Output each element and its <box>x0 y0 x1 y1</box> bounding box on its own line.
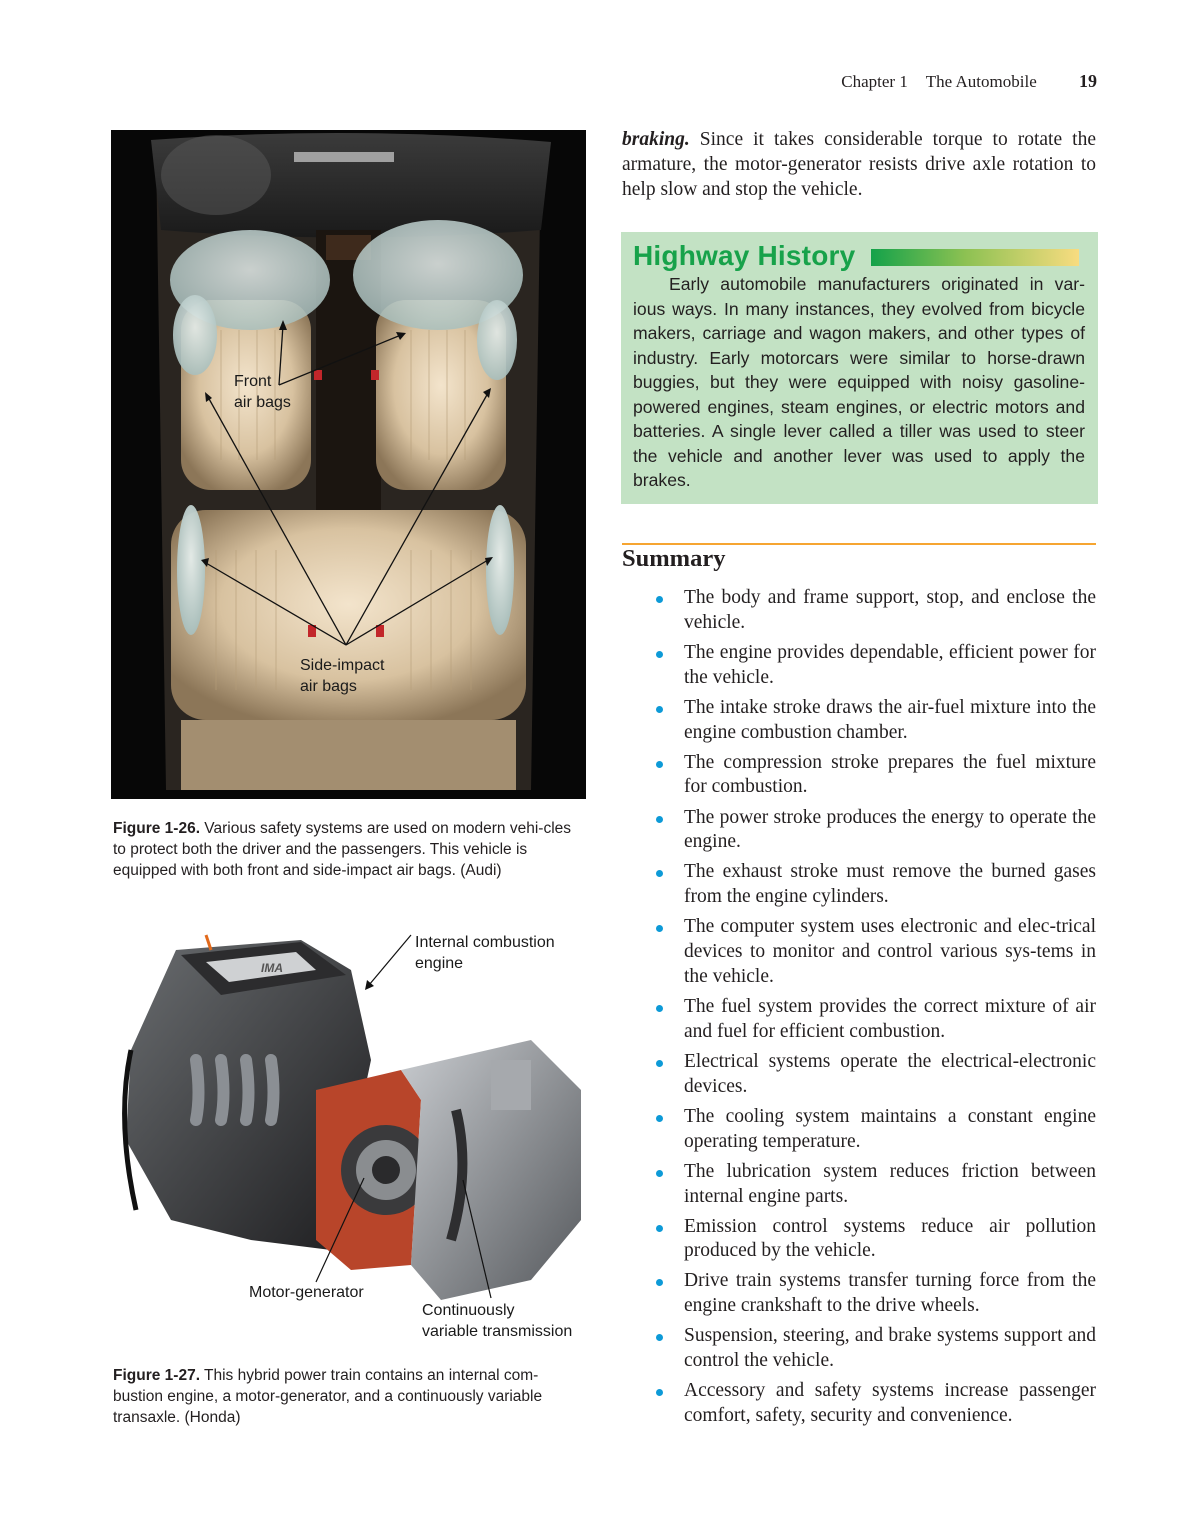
summary-item <box>644 641 1096 691</box>
intro-paragraph <box>622 127 1096 202</box>
summary-item <box>644 860 1096 910</box>
bullet-icon <box>656 761 663 768</box>
summary-item <box>644 1269 1096 1319</box>
summary-item-text: Emission control systems reduce air pollution produced by the vehicle. <box>684 1215 1096 1262</box>
summary-item <box>644 1379 1096 1429</box>
summary-list <box>644 586 1096 1434</box>
figure-27-caption-label: Figure 1-27. <box>113 1367 200 1384</box>
running-header <box>760 71 1097 92</box>
summary-item-text: Suspension, steering, and brake systems support and control the vehicle. <box>684 1325 1096 1372</box>
page-number: 19 <box>1079 71 1097 91</box>
summary-item <box>644 751 1096 801</box>
bullet-icon <box>656 870 663 877</box>
summary-item-text: The cooling system maintains a constant engine operating temperature. <box>684 1105 1096 1152</box>
bullet-icon <box>656 706 663 713</box>
bullet-icon <box>656 1115 663 1122</box>
figure-26-caption <box>113 818 588 881</box>
summary-item <box>644 915 1096 989</box>
bullet-icon <box>656 651 663 658</box>
figure-26-caption-label: Figure 1-26. <box>113 820 200 837</box>
side-airbags-label-line2: air bags <box>300 678 357 695</box>
bullet-icon <box>656 1170 663 1177</box>
summary-item-text: The computer system uses electronic and elec-trical devices to monitor and control various sys-tems in the vehicle. <box>684 916 1096 987</box>
figure-27-caption-text: This hybrid power train contains an internal com-bustion engine, a motor-generator, and a continuously variable transaxle. (Honda) <box>113 1367 543 1426</box>
internal-combustion-engine-label <box>415 932 555 974</box>
highway-history-title: Highway History <box>633 240 856 271</box>
car-interior-illustration <box>111 130 586 799</box>
highway-history-title-row <box>633 240 1079 272</box>
cvt-label-line1: Continuously <box>422 1302 515 1319</box>
summary-item-text: The exhaust stroke must remove the burned gases from the engine cylinders. <box>684 861 1096 908</box>
summary-item <box>644 1324 1096 1374</box>
summary-item <box>644 1050 1096 1100</box>
summary-item-text: The body and frame support, stop, and enclose the vehicle. <box>684 587 1096 633</box>
summary-item <box>644 1105 1096 1155</box>
side-impact-airbags-label <box>300 655 384 697</box>
ice-label-line2: engine <box>415 955 464 972</box>
bullet-icon <box>656 1334 663 1341</box>
figure-27-caption <box>113 1365 588 1428</box>
bullet-icon <box>656 1060 663 1067</box>
summary-item-text: The lubrication system reduces friction between internal engine parts. <box>684 1160 1096 1207</box>
summary-item <box>644 995 1096 1045</box>
highway-history-body: Early automobile manufacturers originated in var-ious ways. In many instances, they evolved from bicycle makers, carriage and wagon makers, and other types of industry. Early motorcars were similar to horse-drawn buggies, but they were equipped with noisy gasoline-powered engines, steam engines, or electric motors and batteries. A single lever called a tiller was used to steer the vehicle and another lever was used to apply the brakes. <box>633 274 1085 490</box>
figure-26-car-interior-photo <box>111 130 586 799</box>
summary-item-text: Accessory and safety systems increase passenger comfort, safety, security and convenience. <box>684 1380 1096 1427</box>
summary-item-text: The power stroke produces the energy to operate the engine. <box>684 806 1096 853</box>
highway-history-box <box>621 232 1098 504</box>
bullet-icon <box>656 1225 663 1232</box>
summary-item-text: Drive train systems transfer turning force from the engine crankshaft to the drive wheels. <box>684 1270 1096 1317</box>
front-airbags-label <box>234 371 291 413</box>
motor-generator-label: Motor-generator <box>249 1284 364 1301</box>
ice-label-line1: Internal combustion <box>415 934 555 951</box>
chapter-number: Chapter 1 <box>841 72 908 91</box>
summary-item <box>644 586 1096 636</box>
bullet-icon <box>656 925 663 932</box>
figure-26-caption-text: Various safety systems are used on modern vehi-cles to protect both the driver and the passengers. This vehicle is equipped with both front and side-impact air bags. (Audi) <box>113 820 572 879</box>
bullet-icon <box>656 596 663 603</box>
front-airbags-label-line2: air bags <box>234 394 291 411</box>
bullet-icon <box>656 1279 663 1286</box>
figure-27-hybrid-powertrain-photo <box>111 920 591 1360</box>
summary-item <box>644 696 1096 746</box>
summary-heading: Summary <box>622 545 726 572</box>
cvt-label <box>422 1300 572 1342</box>
svg-text:IMA: IMA <box>261 961 283 975</box>
summary-item-text: The intake stroke draws the air-fuel mixture into the engine combustion chamber. <box>684 696 1096 743</box>
summary-item-text: The engine provides dependable, efficient power for the vehicle. <box>684 641 1096 688</box>
summary-item-text: The fuel system provides the correct mixture of air and fuel for efficient combustion. <box>684 996 1096 1042</box>
summary-item <box>644 1160 1096 1210</box>
summary-item-text: The compression stroke prepares the fuel mixture for combustion. <box>684 751 1096 798</box>
bullet-icon <box>656 816 663 823</box>
gradient-bar-decoration <box>871 249 1079 266</box>
highway-history-text <box>633 272 1085 493</box>
front-airbags-label-line1: Front <box>234 373 272 390</box>
summary-item <box>644 806 1096 856</box>
summary-item <box>644 1215 1096 1265</box>
cvt-label-line2: variable transmission <box>422 1323 573 1340</box>
side-airbags-label-line1: Side-impact <box>300 657 385 674</box>
bullet-icon <box>656 1005 663 1012</box>
chapter-title: The Automobile <box>925 72 1037 91</box>
term-braking: braking. <box>622 129 690 150</box>
summary-item-text: Electrical systems operate the electrical-electronic devices. <box>684 1050 1096 1097</box>
intro-text: Since it takes considerable torque to rotate the armature, the motor-generator resists drive axle rotation to help slow and stop the vehicle. <box>622 129 1096 200</box>
bullet-icon <box>656 1389 663 1396</box>
